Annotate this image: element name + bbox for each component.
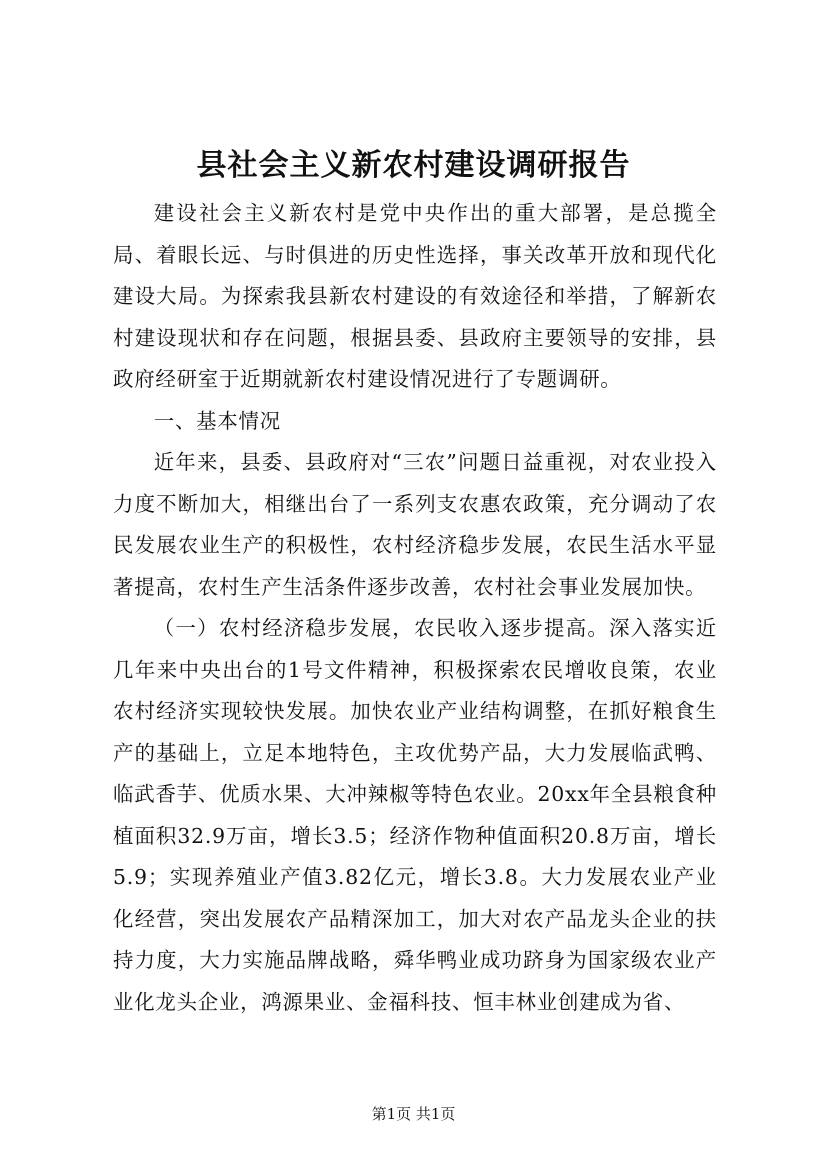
document-body [113, 193, 717, 1023]
paragraph-economy: （一）农村经济稳步发展，农民收入逐步提高。深入落实近几年来中央出台的1号文件精神，积极探索农民增收良策，农业农村经济实现较快发展。加快农业产业结构调整，在抓好粮食生产的基础上，立足本地特色，主攻优势产品，大力发展临武鸭、临武香芋、优质水果、大冲辣椒等特色农业。20xx年全县粮食种植面积32.9万亩，增长3.5；经济作物种值面积20.8万亩，增长5.9；实现养殖业产值3.82亿元，增长3.8。大力发展农业产业化经营，突出发展农产品精深加工，加大对农产品龙头企业的扶持力度，大力实施品牌战略，舜华鸭业成功跻身为国家级农业产业化龙头企业，鸿源果业、金福科技、恒丰林业创建成为省、 [113, 616, 717, 1014]
page-number-footer: 第1页 共1页 [371, 1105, 456, 1123]
section-heading-basic-situation: 一、基本情况 [153, 408, 281, 433]
document-title: 县社会主义新农村建设调研报告 [196, 148, 631, 183]
paragraph-intro: 建设社会主义新农村是党中央作出的重大部署，是总揽全局、着眼长远、与时俱进的历史性选择，事关改革开放和现代化建设大局。为探索我县新农村建设的有效途径和举措，了解新农村建设现状和存在问题，根据县委、县政府主要领导的安排，县政府经研室于近期就新农村建设情况进行了专题调研。 [113, 201, 717, 391]
paragraph-overview: 近年来，县委、县政府对“三农”问题日益重视，对农业投入力度不断加大，相继出台了一系列支农惠农政策，充分调动了农民发展农业生产的积极性，农村经济稳步发展，农民生活水平显著提高，农村生产生活条件逐步改善，农村社会事业发展加快。 [113, 450, 717, 599]
